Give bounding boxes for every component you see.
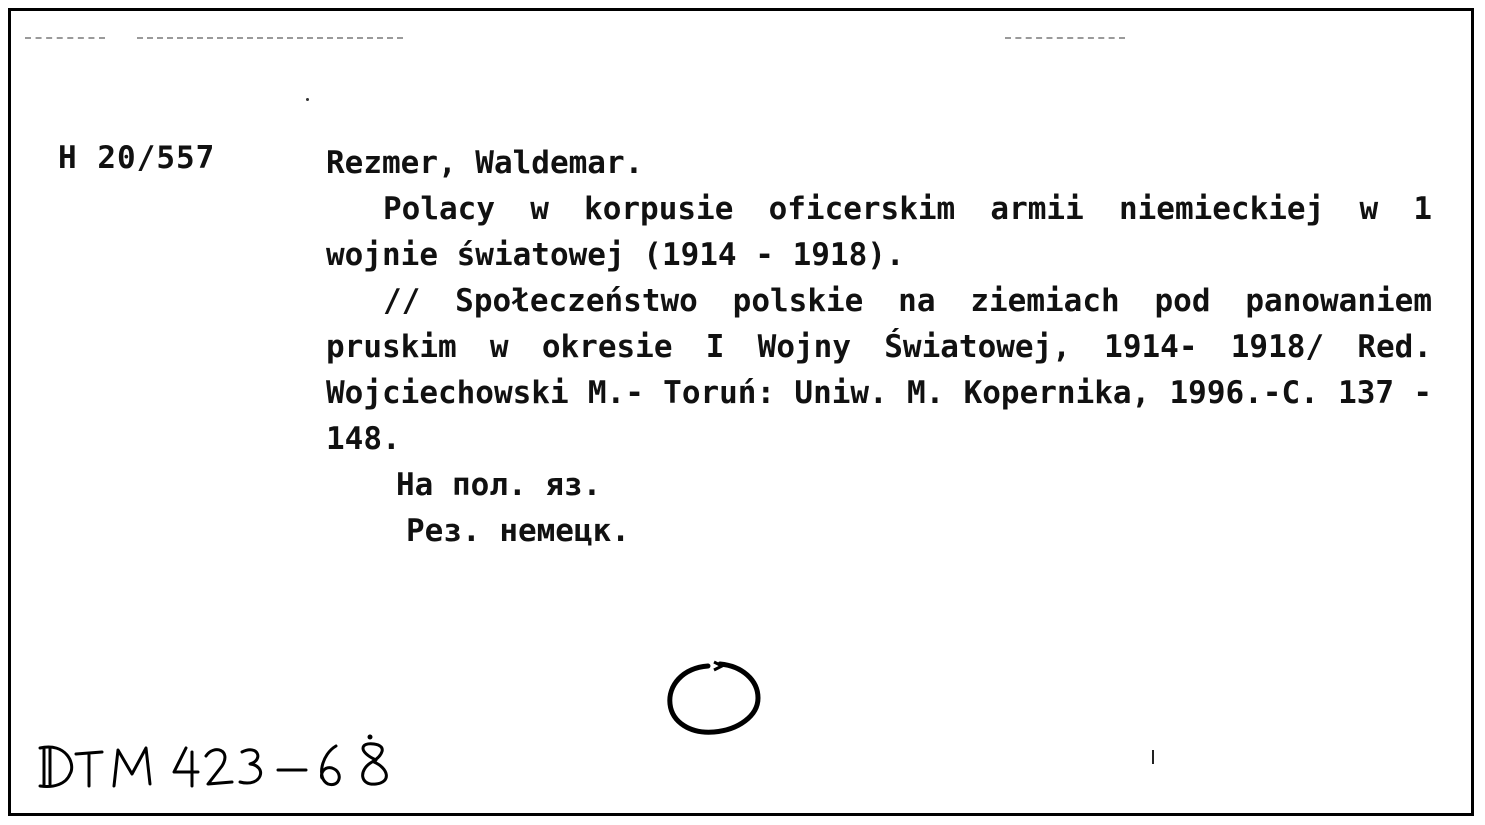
ink-mark xyxy=(1152,750,1154,764)
handwritten-code xyxy=(36,734,416,794)
language-note: На пол. яз. xyxy=(396,467,602,503)
top-dashed-rule xyxy=(25,37,105,39)
title-paragraph: Polacy w korpusie oficerskim armii niemieckiej w 1 wojnie światowej (1914 - 1918). xyxy=(326,191,1432,273)
top-dashed-rule xyxy=(1005,37,1125,39)
author-line: Rezmer, Waldemar. xyxy=(326,145,644,181)
top-dashed-rule xyxy=(137,37,403,39)
circle-stamp-icon xyxy=(664,660,764,738)
summary-note: Рез. немецк. xyxy=(406,513,630,549)
call-number: H 20/557 xyxy=(58,140,216,176)
bibliographic-entry xyxy=(326,140,1432,554)
ink-speck xyxy=(306,98,309,101)
source-paragraph: // Społeczeństwo polskie na ziemiach pod panowaniem pruskim w okresie I Wojny Światowej, 1914- 1918/ Red. Wojciechowski M.- Toruń: Uniw. M. Kopernika, 1996.-C. 137 - 148. xyxy=(326,283,1432,457)
